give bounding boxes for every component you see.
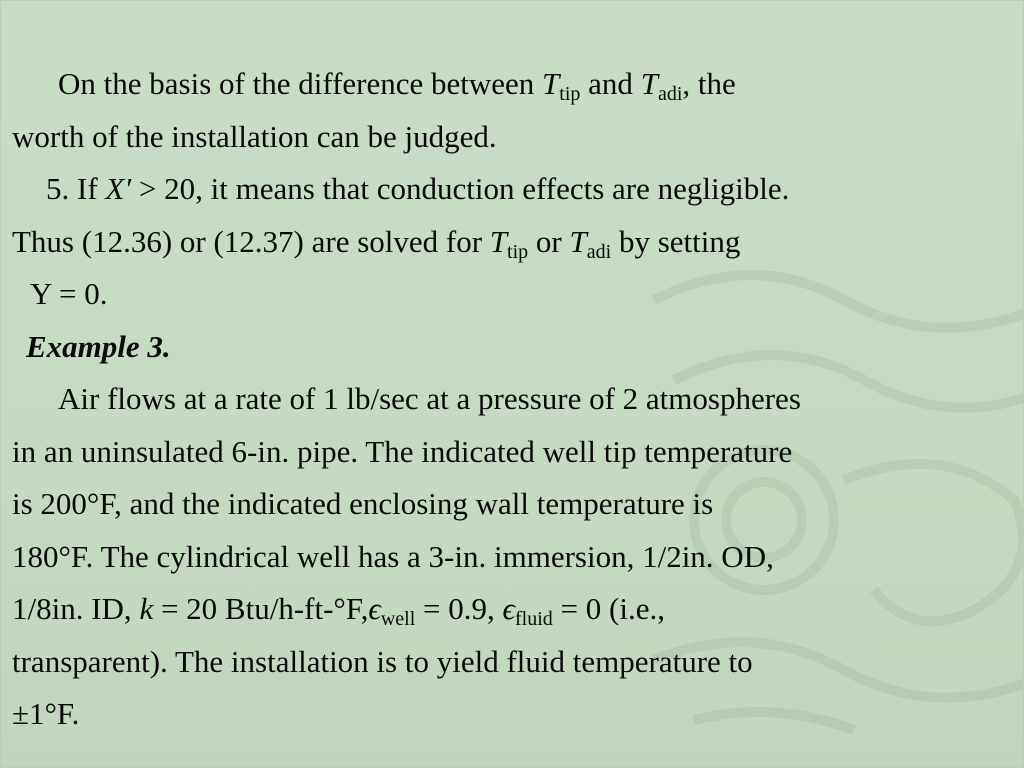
paragraph-2-line-2: Thus (12.36) or (12.37) are solved for $T_{tip}$ or $T_{adi}$ by setting — [12, 223, 741, 263]
paragraph-3-line-1: Air flows at a rate of 1 lb/sec at a pressure of 2 atmospheres — [58, 381, 801, 416]
paragraph-3-line-4: 180°F. The cylindrical well has a 3-in. immersion, 1/2in. OD, — [12, 538, 774, 574]
slide-body-text — [12, 58, 1017, 741]
paragraph-1-line-2: worth of the installation can be judged. — [12, 118, 497, 154]
paragraph-3-line-7: ±1°F. — [12, 696, 80, 731]
paragraph-3-line-6: transparent). The installation is to yield fluid temperature to — [12, 643, 753, 679]
paragraph-2-line-3: Y = 0. — [30, 276, 108, 311]
paragraph-2-line-1: 5. If X′ > 20, it means that conduction effects are negligible. — [46, 171, 790, 206]
paragraph-3-line-3: is 200°F, and the indicated enclosing wall temperature is — [12, 486, 714, 521]
paragraph-3-line-5: 1/8in. ID, k = 20 Btu/$h-ft-^\circ F,\epsilon_{well} = 0.9$, $\epsilon_{fluid} = 0$ (i.e., — [12, 591, 665, 630]
paragraph-3-line-2: in an uninsulated 6-in. pipe. The indicated well tip temperature — [12, 433, 793, 469]
example-title: Example 3. — [26, 328, 171, 364]
paragraph-1-line-1: On the basis of the difference between $T_{tip}$ and $T_{adi}$, the — [58, 66, 736, 105]
